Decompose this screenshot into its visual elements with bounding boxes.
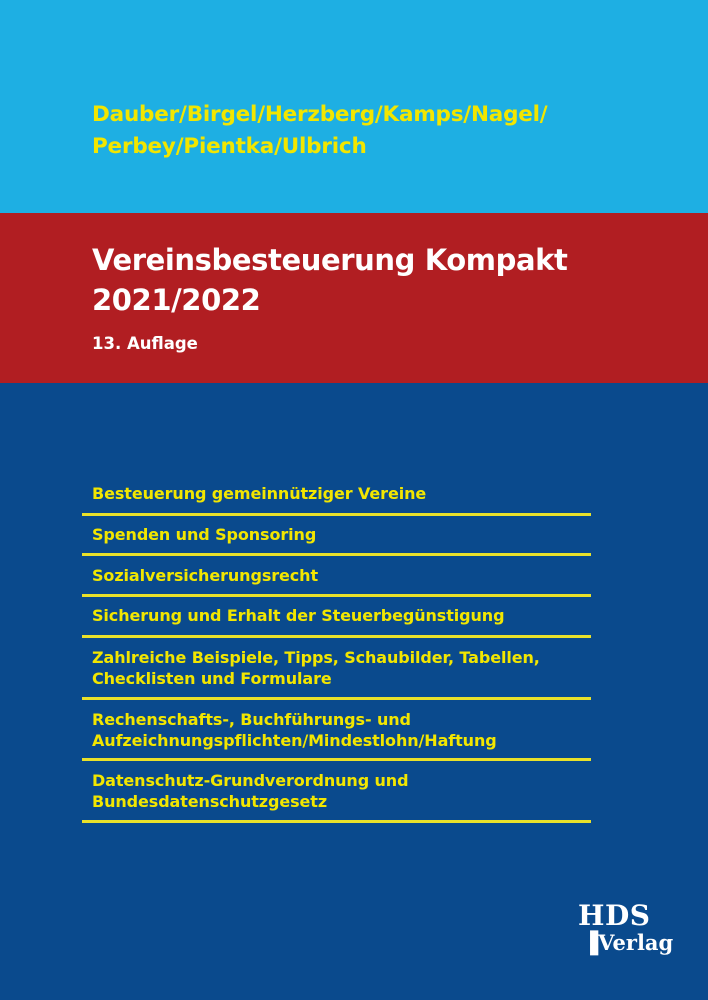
publisher-logo (578, 901, 673, 955)
feature-item (92, 647, 540, 689)
authors (92, 99, 547, 163)
book-icon: ▐ (582, 930, 599, 955)
feature-item (92, 565, 318, 586)
logo-verlag-text (582, 931, 673, 955)
book-title-line-1: Vereinsbesteuerung Kompakt (92, 243, 568, 277)
book-title (92, 240, 568, 320)
feature-divider (82, 820, 591, 823)
authors-line-1: Dauber/Birgel/Herzberg/Kamps/Nagel/ (92, 102, 548, 127)
feature-text: Bundesdatenschutzgesetz (92, 792, 328, 811)
edition-label: 13. Auflage (92, 334, 198, 353)
feature-item (92, 709, 497, 751)
feature-text: Aufzeichnungspflichten/Mindestlohn/Haftung (92, 731, 497, 750)
feature-item (92, 605, 504, 626)
book-title-year: 2021/2022 (92, 283, 261, 317)
logo-verlag-label: Verlag (598, 930, 674, 955)
feature-item (92, 524, 316, 545)
feature-text: Spenden und Sponsoring (92, 525, 317, 544)
feature-text: Besteuerung gemeinnütziger Vereine (92, 484, 427, 503)
feature-text: Sicherung und Erhalt der Steuerbegünstigung (92, 606, 505, 625)
feature-text: Datenschutz-Grundverordnung und (92, 771, 409, 790)
feature-item (92, 770, 408, 812)
feature-item (92, 483, 426, 504)
authors-line-2: Perbey/Pientka/Ulbrich (92, 134, 367, 159)
feature-divider (82, 697, 591, 700)
feature-text: Checklisten und Formulare (92, 669, 332, 688)
feature-text: Rechenschafts-, Buchführungs- und (92, 710, 411, 729)
feature-text: Sozialversicherungsrecht (92, 566, 319, 585)
feature-divider (82, 553, 591, 556)
feature-divider (82, 513, 591, 516)
feature-divider (82, 758, 591, 761)
feature-divider (82, 635, 591, 638)
logo-hds-text: HDS (578, 899, 651, 932)
feature-text: Zahlreiche Beispiele, Tipps, Schaubilder, Tabellen, (92, 648, 540, 667)
feature-divider (82, 594, 591, 597)
